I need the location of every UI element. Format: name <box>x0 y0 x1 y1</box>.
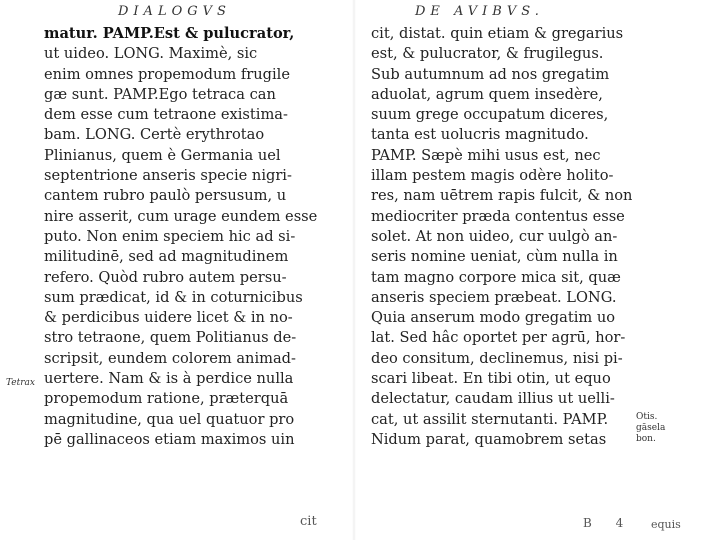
text-line: aduolat, agrum quem insedère, <box>371 85 603 103</box>
margin-note-line: Otis. <box>636 412 658 422</box>
text-line: seris nomine ueniat, cùm nulla in <box>371 248 618 266</box>
text-line: mediocriter præda contentus esse <box>371 207 625 225</box>
text-line: deo consitum, declinemus, nisi pi- <box>371 349 623 367</box>
text-line: cantem rubro paulò persusum, u <box>44 187 287 205</box>
text-line: magnitudine, qua uel quatuor pro <box>44 410 295 428</box>
right-text-block <box>371 24 673 450</box>
text-line: Nidum parat, quamobrem setas <box>371 430 607 448</box>
running-head-right: DE AVIBVS. <box>415 4 544 19</box>
text-line: dem esse cum tetraone existima- <box>44 106 288 124</box>
margin-note-line: gāsela <box>636 423 666 433</box>
catchword-right: equis <box>651 518 681 531</box>
text-line: propemodum ratione, præterquā <box>44 390 289 408</box>
text-line: scari libeat. En tibi otin, ut equo <box>371 370 611 388</box>
text-line: tanta est uolucris magnitudo. <box>371 126 589 144</box>
text-line: & perdicibus uidere licet & in no- <box>44 309 293 327</box>
text-line: cit, distat. quin etiam & gregarius <box>371 25 624 42</box>
text-line: nire asserit, cum urage eundem esse <box>44 207 318 225</box>
text-line: Plinianus, quem è Germania uel <box>44 146 281 164</box>
text-line: enim omnes propemodum frugile <box>44 65 290 83</box>
text-line: res, nam uētrem rapis fulcit, & non <box>371 187 633 205</box>
text-line: scripsit, eundem colorem animad- <box>44 349 296 367</box>
text-line: cat, ut assilit sternutanti. PAMP. <box>371 410 609 428</box>
text-line: gæ sunt. PAMP.Ego tetraca can <box>44 85 276 103</box>
text-line: septentrione anseris specie nigri- <box>44 167 292 185</box>
text-line: est, & pulucrator, & frugilegus. <box>371 45 604 63</box>
text-line: delectatur, caudam illius ut uelli- <box>371 390 615 408</box>
text-line: bam. LONG. Certè erythrotao <box>44 126 265 144</box>
right-page <box>355 0 709 540</box>
left-text-block <box>44 24 328 450</box>
signature-mark: B 4 <box>583 516 634 530</box>
margin-note-right <box>636 412 665 445</box>
text-line: suum grege occupatum diceres, <box>371 106 609 124</box>
text-line: tam magno corpore mica sit, quæ <box>371 268 621 286</box>
margin-note-line: bon. <box>636 434 656 444</box>
text-line: solet. At non uideo, cur uulgò an- <box>371 227 618 245</box>
text-line: Sub autumnum ad nos gregatim <box>371 65 610 83</box>
text-line: puto. Non enim speciem hic ad si- <box>44 227 296 245</box>
text-line: stro tetraone, quem Politianus de- <box>44 329 297 347</box>
margin-note-left: Tetrax <box>6 378 35 388</box>
running-head-left: DIALOGVS <box>118 4 231 19</box>
text-line: sum prædicat, id & in coturnicibus <box>44 288 303 306</box>
text-line: lat. Sed hâc oportet per agrū, hor- <box>371 329 626 347</box>
text-line: PAMP. Sæpè mihi usus est, nec <box>371 146 601 164</box>
catchword-left: cit <box>300 514 317 529</box>
text-line: illam pestem magis odère holito- <box>371 167 614 185</box>
text-line: ut uideo. LONG. Maximè, sic <box>44 45 258 63</box>
text-line: refero. Quòd rubro autem persu- <box>44 268 287 286</box>
text-line: matur. PAMP.Est & pulucrator, <box>44 25 295 42</box>
text-line: Quia anserum modo gregatim uo <box>371 309 616 327</box>
text-line: pē gallinaceos etiam maximos uin <box>44 430 295 448</box>
text-line: uertere. Nam & is à perdice nulla <box>44 370 294 388</box>
text-line: anseris speciem præbeat. LONG. <box>371 288 617 306</box>
text-line: militudinē, sed ad magnitudinem <box>44 248 289 266</box>
